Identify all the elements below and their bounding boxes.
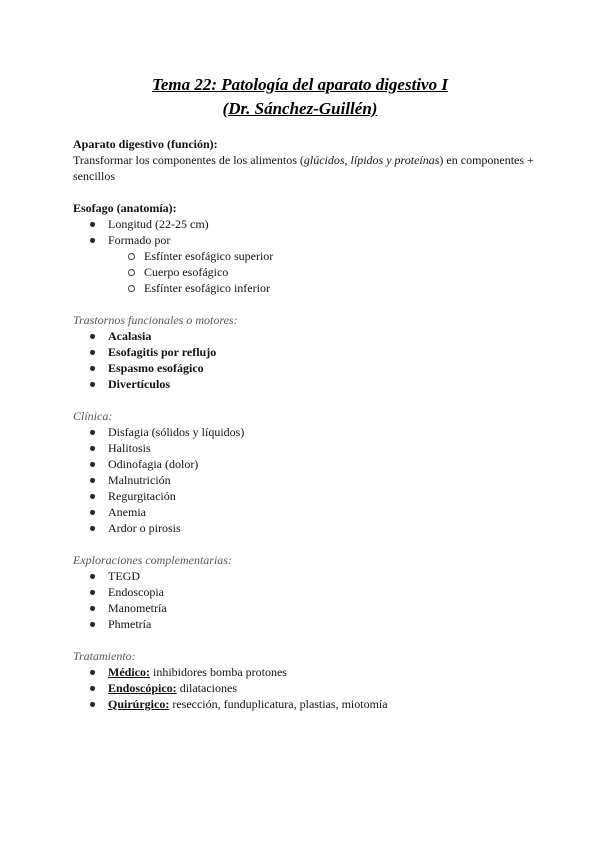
sub-list-item: Esfínter esofágico superior <box>73 248 543 264</box>
aparato-text-before: Transformar los componentes de los alimentos ( <box>73 153 304 167</box>
list-item: Phmetría <box>73 616 543 632</box>
treatment-text: dilataciones <box>176 681 237 695</box>
sub-list-item: Cuerpo esofágico <box>73 264 543 280</box>
aparato-text-italic: glúcidos, lípidos y proteínas <box>303 153 440 167</box>
list-item: Regurgitación <box>73 488 543 504</box>
clinica-list <box>73 424 543 536</box>
list-item: Ardor o pirosis <box>73 520 543 536</box>
list-item: Odinofagia (dolor) <box>73 456 543 472</box>
list-item: Disfagia (sólidos y líquidos) <box>73 424 543 440</box>
treatment-text: resección, funduplicatura, plastias, miotomía <box>169 697 388 711</box>
list-item: TEGD <box>73 568 543 584</box>
list-item: Formado por <box>73 232 543 248</box>
trastornos-list <box>73 328 543 392</box>
list-item <box>73 696 543 712</box>
list-item: Malnutrición <box>73 472 543 488</box>
page-title: Tema 22: Patología del aparato digestivo I <box>152 75 448 94</box>
list-item: Longitud (22-25 cm) <box>73 216 543 232</box>
treatment-label: Médico: <box>108 665 150 679</box>
list-item: Halitosis <box>73 440 543 456</box>
page-subtitle: (Dr. Sánchez-Guillén) <box>222 99 378 118</box>
exploraciones-list <box>73 568 543 632</box>
list-item: Anemia <box>73 504 543 520</box>
section-heading-clinica: Clínica: <box>73 409 113 423</box>
list-item: Espasmo esofágico <box>73 360 543 376</box>
list-item: Acalasia <box>73 328 543 344</box>
list-item: Manometría <box>73 600 543 616</box>
aparato-paragraph <box>73 152 543 184</box>
section-heading-aparato: Aparato digestivo (función): <box>73 137 218 151</box>
aparato-text-after: ) en componentes + sencillos <box>73 153 534 183</box>
document-body <box>73 136 543 712</box>
treatment-label: Quirúrgico: <box>108 697 170 711</box>
esofago-list <box>73 216 543 296</box>
section-heading-trastornos: Trastornos funcionales o motores: <box>73 313 238 327</box>
list-item: Esofagitis por reflujo <box>73 344 543 360</box>
section-heading-esofago: Esofago (anatomía): <box>73 201 177 215</box>
sub-list-item: Esfínter esofágico inferior <box>73 280 543 296</box>
section-heading-tratamiento: Tratamiento: <box>73 649 136 663</box>
tratamiento-list <box>73 664 543 712</box>
list-item <box>73 664 543 680</box>
list-item: Divertículos <box>73 376 543 392</box>
treatment-label: Endoscópico: <box>108 681 177 695</box>
section-heading-exploraciones: Exploraciones complementarias: <box>73 553 232 567</box>
list-item: Endoscopia <box>73 584 543 600</box>
treatment-text: inhibidores bomba protones <box>149 665 287 679</box>
list-item <box>73 680 543 696</box>
